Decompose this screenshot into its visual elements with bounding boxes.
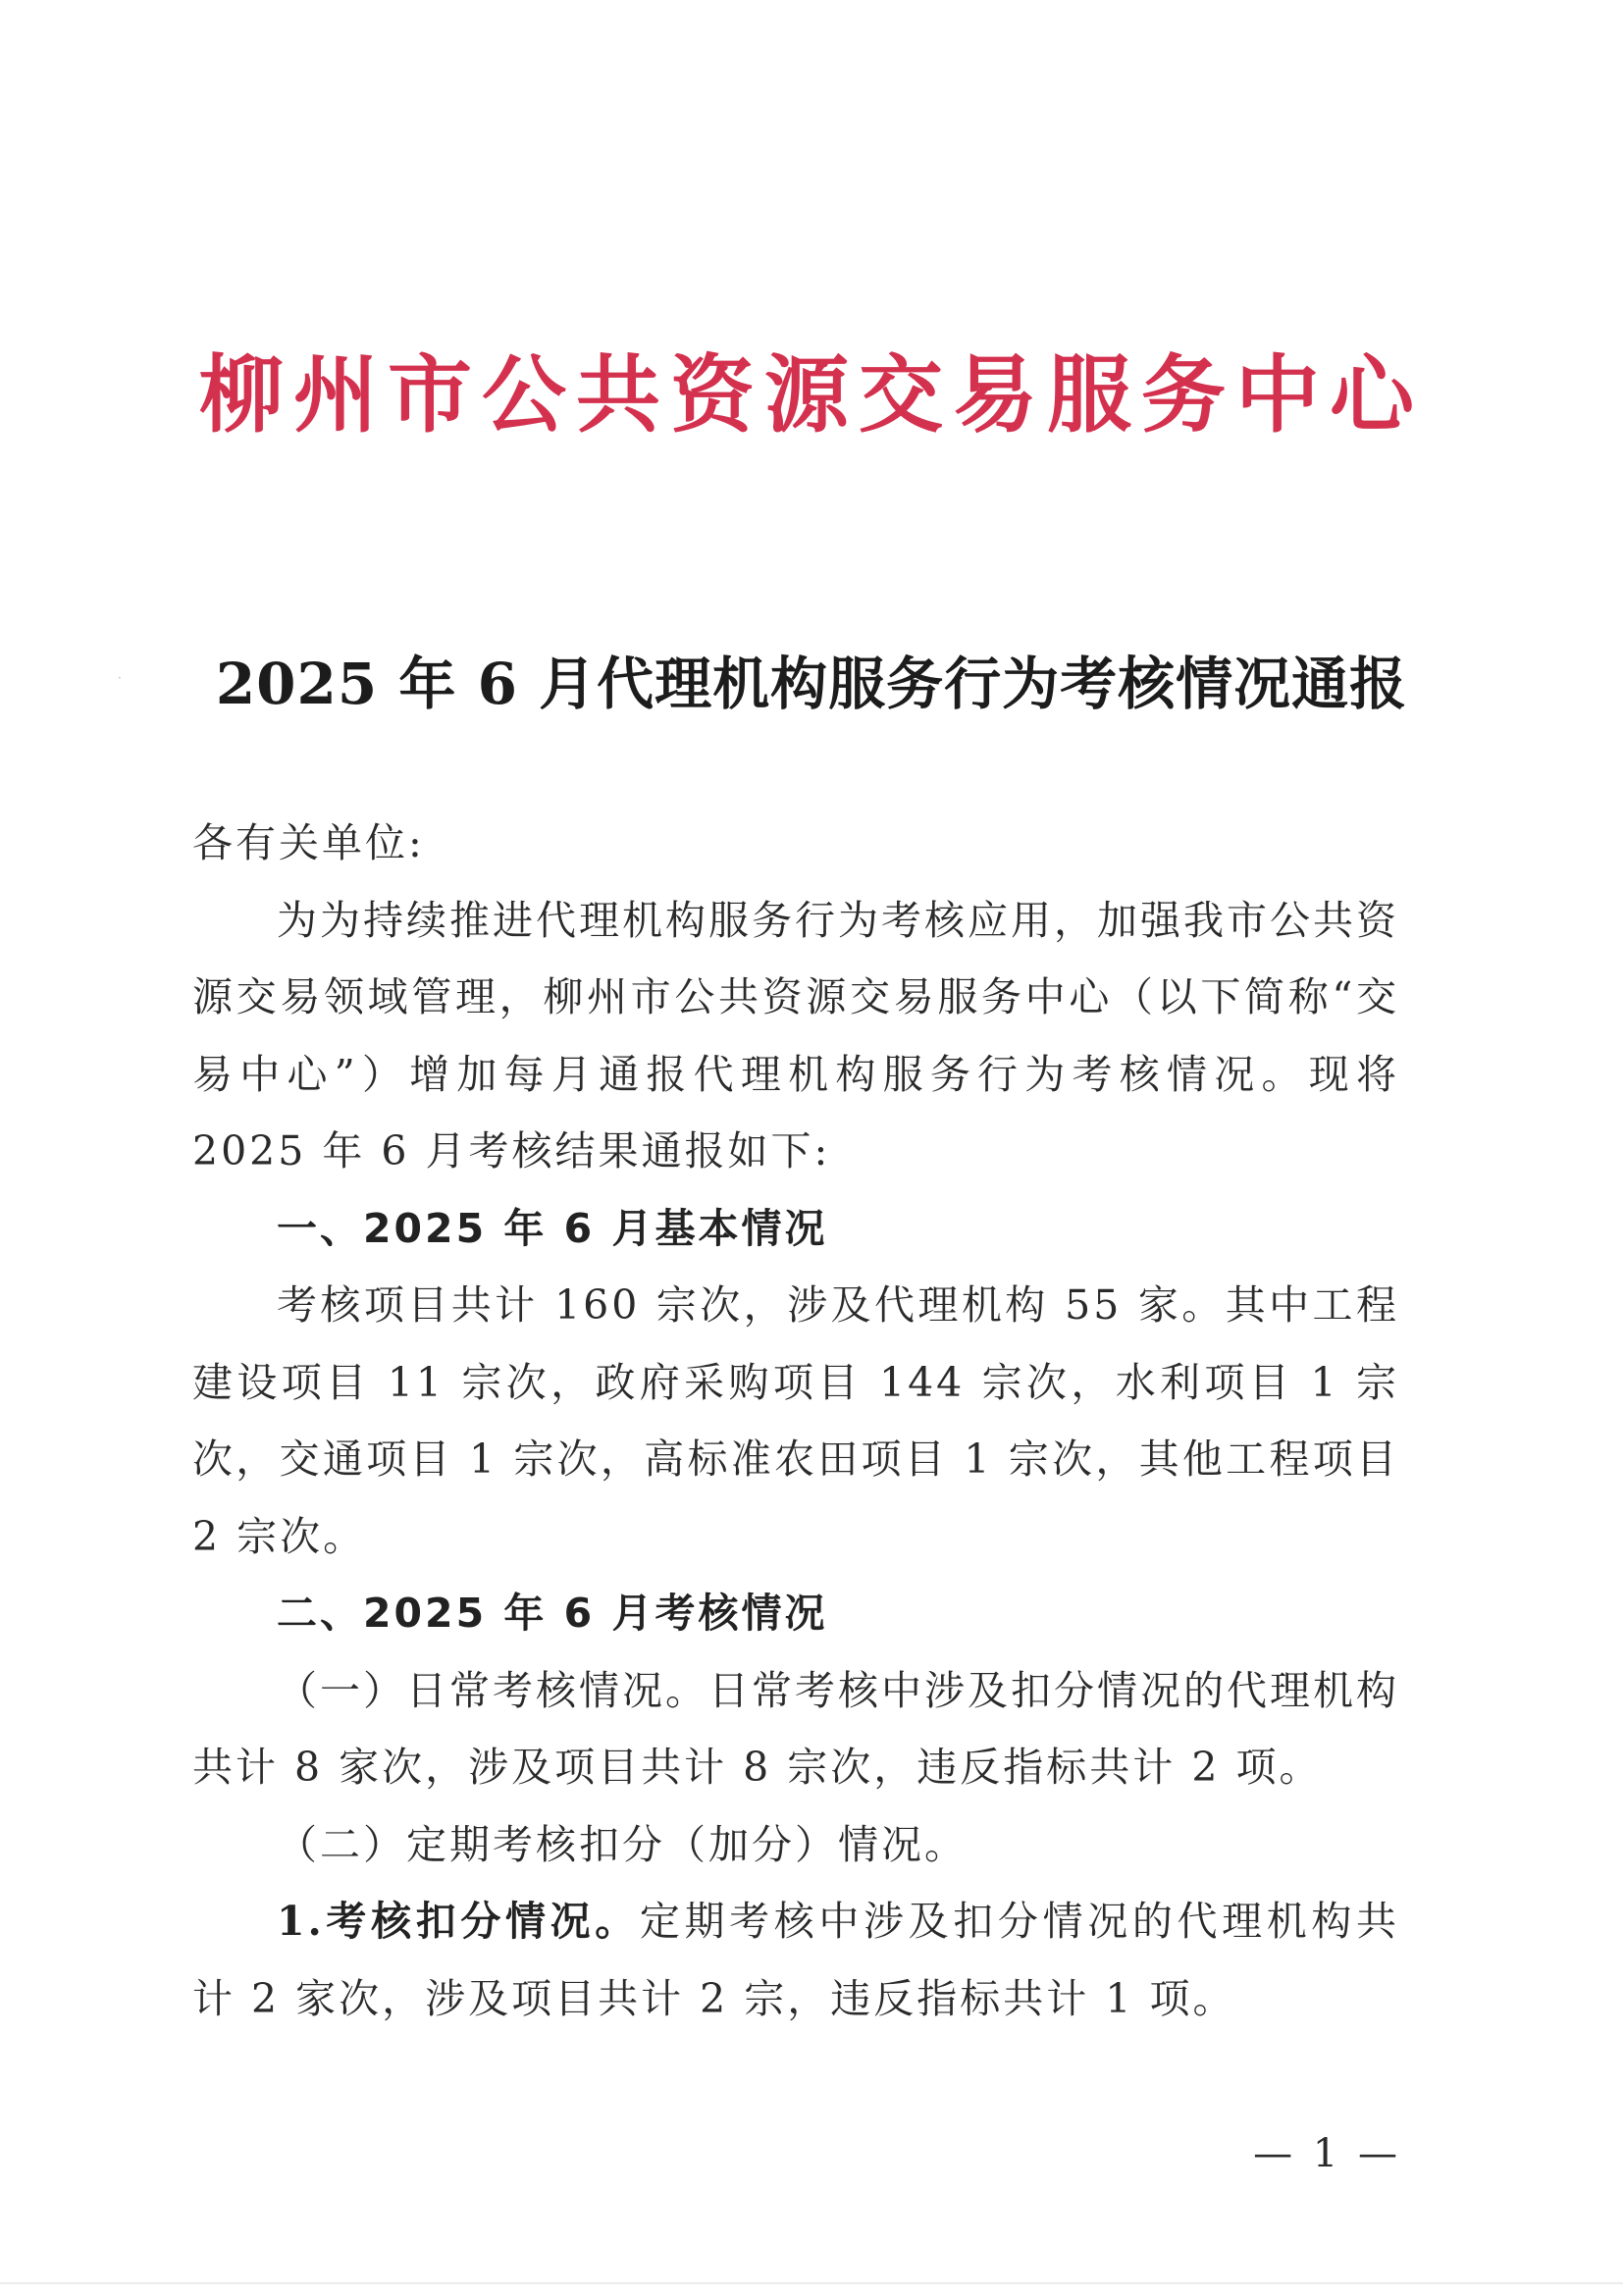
agency-header-title: 柳州市公共资源交易服务中心: [199, 345, 1424, 444]
scan-speck: ·: [118, 671, 122, 685]
periodic-assessment-heading: （二）定期考核扣分（加分）情况。: [277, 1820, 968, 1868]
intro-paragraph: 为为持续推进代理机构服务行为考核应用，加强我市公共资源交易领域管理，柳州市公共资源交易服务中心（以下简称“交易中心”）增加每月通报代理机构服务行为考核情况。现将 2025 年 6 月考核结果通报如下:: [192, 896, 1399, 1174]
scan-edge-line: [0, 2282, 1623, 2284]
page-number: — 1 —: [1253, 2131, 1401, 2176]
deduction-lead: 1.考核扣分情况。: [277, 1898, 640, 1945]
document-title: 2025 年 6 月代理机构服务行为考核情况通报: [215, 651, 1408, 717]
section-1-heading: 一、2025 年 6 月基本情况: [277, 1204, 828, 1252]
deduction-paragraph: [192, 1883, 1399, 2037]
section-2-heading: 二、2025 年 6 月考核情况: [277, 1590, 828, 1637]
deduction-text: 定期考核中涉及扣分情况的代理机构共计 2 家次，涉及项目共计 2 宗，违反指标共计 1 项。: [192, 1898, 1399, 2022]
salutation: 各有关单位:: [192, 819, 425, 866]
daily-assessment-paragraph: （一）日常考核情况。日常考核中涉及扣分情况的代理机构共计 8 家次，涉及项目共计 8 宗次，违反指标共计 2 项。: [192, 1666, 1399, 1791]
section-1-paragraph: 考核项目共计 160 宗次，涉及代理机构 55 家。其中工程建设项目 11 宗次，政府采购项目 144 宗次，水利项目 1 宗次，交通项目 1 宗次，高标准农田项目 1 宗次，其他工程项目 2 宗次。: [192, 1281, 1399, 1560]
document-body: [192, 805, 1399, 2037]
